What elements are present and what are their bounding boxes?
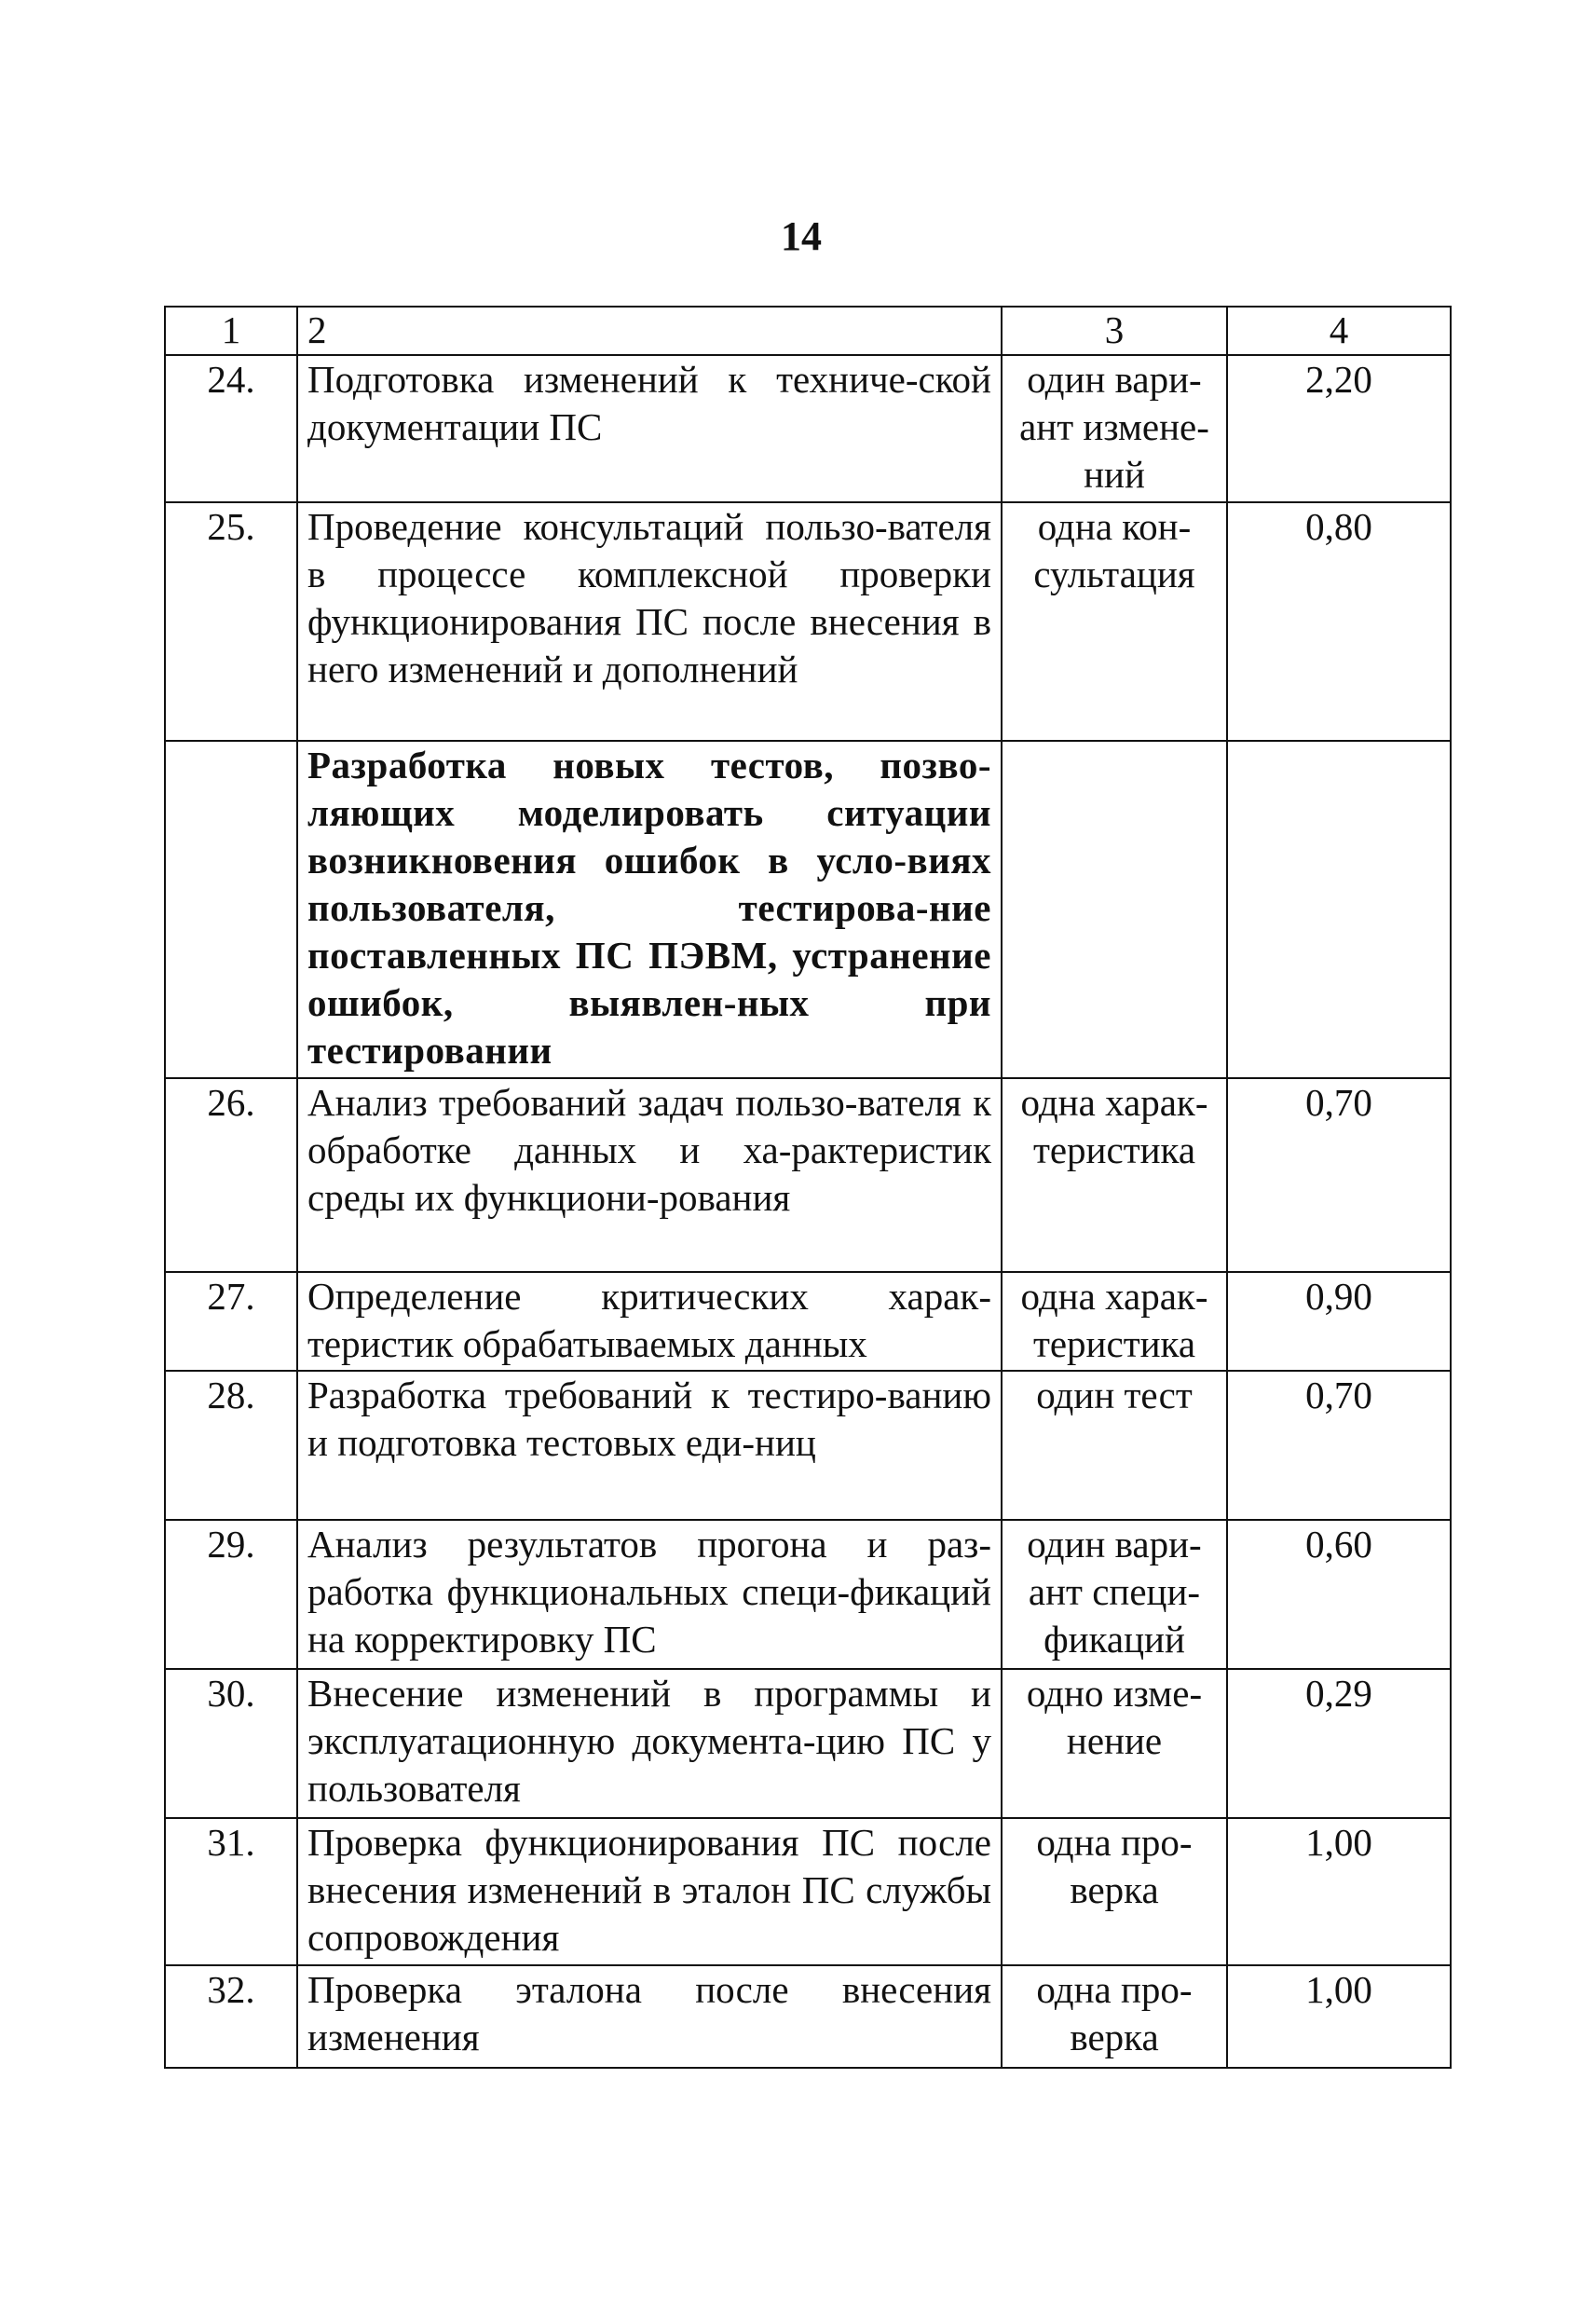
row-unit: одно изме-нение xyxy=(1002,1669,1227,1818)
row-description: Разработка требований к тестиро-ванию и подготовка тестовых еди-ниц xyxy=(297,1371,1002,1520)
row-unit: одна про-верка xyxy=(1002,1818,1227,1965)
row-number: 27. xyxy=(165,1272,297,1371)
table-row xyxy=(165,1272,1451,1371)
row-unit: одна про-верка xyxy=(1002,1965,1227,2068)
table-row xyxy=(165,1965,1451,2068)
row-description: Определение критических харак-теристик обрабатываемых данных xyxy=(297,1272,1002,1371)
row-value: 0,70 xyxy=(1227,1371,1451,1520)
row-number xyxy=(165,741,297,1078)
header-col-1: 1 xyxy=(165,307,297,355)
table-row xyxy=(165,1371,1451,1520)
table-row xyxy=(165,1818,1451,1965)
row-description: Анализ результатов прогона и раз-работка функциональных специ-фикаций на корректировку ПС xyxy=(297,1520,1002,1669)
row-number: 29. xyxy=(165,1520,297,1669)
row-number: 32. xyxy=(165,1965,297,2068)
table-row xyxy=(165,355,1451,502)
row-value: 0,80 xyxy=(1227,502,1451,741)
row-unit: одна кон-сультация xyxy=(1002,502,1227,741)
row-description: Внесение изменений в программы и эксплуатационную документа-цию ПС у пользователя xyxy=(297,1669,1002,1818)
row-number: 25. xyxy=(165,502,297,741)
row-unit: один вари-ант специ-фикаций xyxy=(1002,1520,1227,1669)
table-row xyxy=(165,1669,1451,1818)
row-description: Проверка функционирования ПС после внесения изменений в эталон ПС службы сопровождения xyxy=(297,1818,1002,1965)
header-col-4: 4 xyxy=(1227,307,1451,355)
table-row xyxy=(165,502,1451,741)
table-row xyxy=(165,1520,1451,1669)
table-header-row xyxy=(165,307,1451,355)
row-unit: одна харак-теристика xyxy=(1002,1078,1227,1272)
header-col-3: 3 xyxy=(1002,307,1227,355)
row-value: 2,20 xyxy=(1227,355,1451,502)
row-number: 31. xyxy=(165,1818,297,1965)
row-value: 0,90 xyxy=(1227,1272,1451,1371)
row-unit: один вари-ант измене-ний xyxy=(1002,355,1227,502)
section-heading-row xyxy=(165,741,1451,1078)
row-unit xyxy=(1002,741,1227,1078)
row-number: 30. xyxy=(165,1669,297,1818)
row-value xyxy=(1227,741,1451,1078)
header-col-2: 2 xyxy=(297,307,1002,355)
row-unit: один тест xyxy=(1002,1371,1227,1520)
row-value: 0,60 xyxy=(1227,1520,1451,1669)
row-unit: одна харак-теристика xyxy=(1002,1272,1227,1371)
row-value: 0,70 xyxy=(1227,1078,1451,1272)
row-description: Проведение консультаций пользо-вателя в процессе комплексной проверки функционирования ПС после внесения в него изменений и дополнений xyxy=(297,502,1002,741)
row-number: 26. xyxy=(165,1078,297,1272)
row-description: Подготовка изменений к техниче-ской документации ПС xyxy=(297,355,1002,502)
row-description: Проверка эталона после внесения изменения xyxy=(297,1965,1002,2068)
row-value: 1,00 xyxy=(1227,1818,1451,1965)
row-description: Анализ требований задач пользо-вателя к обработке данных и ха-рактеристик среды их функциони-рования xyxy=(297,1078,1002,1272)
table-row xyxy=(165,1078,1451,1272)
page-number: 14 xyxy=(781,213,822,259)
section-heading: Разработка новых тестов, позво-ляющих моделировать ситуации возникновения ошибок в усло-виях пользователя, тестирова-ние поставленных ПС ПЭВМ, устранение ошибок, выявлен-ных при тестировании xyxy=(297,741,1002,1078)
row-number: 24. xyxy=(165,355,297,502)
row-value: 0,29 xyxy=(1227,1669,1451,1818)
row-number: 28. xyxy=(165,1371,297,1520)
norms-table xyxy=(164,306,1452,2069)
row-value: 1,00 xyxy=(1227,1965,1451,2068)
